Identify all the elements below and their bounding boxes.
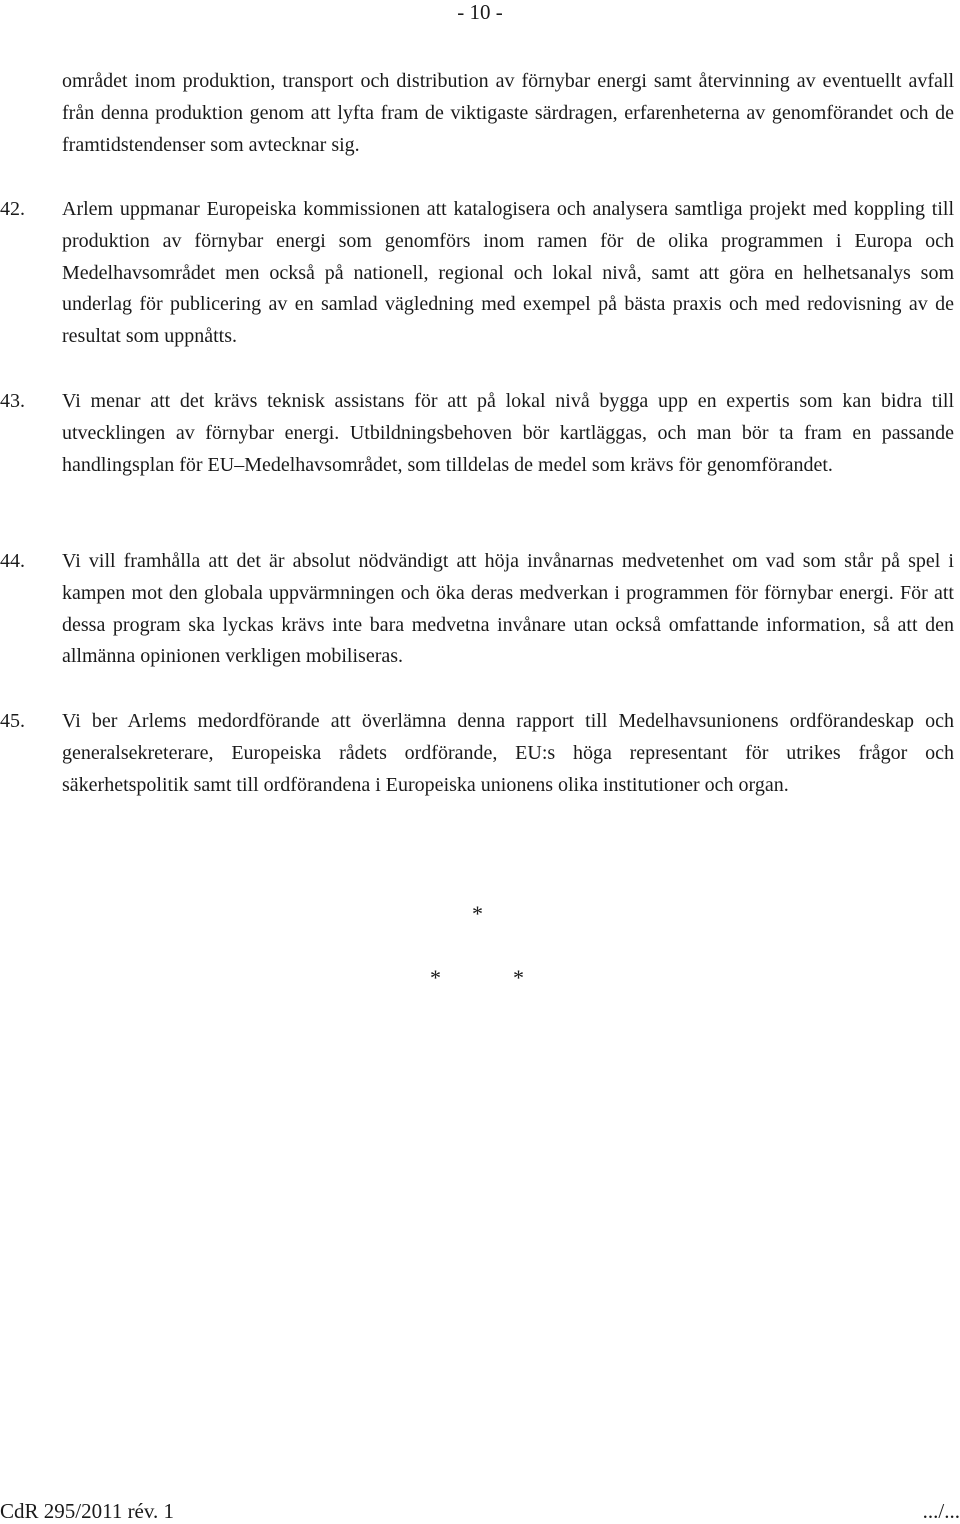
asterisk-separator-top: * bbox=[472, 901, 483, 926]
paragraph-text: Vi menar att det krävs teknisk assistans för att på lokal nivå bygga upp en expertis som kan bidra till utvecklingen av förnybar energi. Utbildningsbehoven bör kartläggas, och man bör ta fram en passande handlingsplan för EU–Medelhavsområdet, som tilldelas de medel som krävs för genomförandet. bbox=[62, 390, 954, 476]
paragraph-43 bbox=[0, 386, 954, 481]
paragraph-text: Arlem uppmanar Europeiska kommissionen att katalogisera och analysera samtliga projekt med koppling till produktion av förnybar energi som genomförs inom ramen för de olika programmen i Europa och Medelhavsområdet men också på nationell, regional och lokal nivå, samt att göra en helhetsanalys som underlag för publicering av en samlad vägledning med exempel på bästa praxis och med redovisning av de resultat som uppnåtts. bbox=[62, 198, 954, 348]
paragraph-number: 43. bbox=[0, 390, 25, 412]
paragraph-45 bbox=[0, 706, 954, 801]
paragraph-intro: området inom produktion, transport och distribution av förnybar energi samt återvinning av eventuellt avfall från denna produktion genom att lyfta fram de viktigaste särdragen, erfarenheterna av genomförandet och de framtidstendenser som avtecknar sig. bbox=[62, 70, 954, 156]
paragraph-number: 45. bbox=[0, 710, 25, 732]
paragraph-number: 44. bbox=[0, 550, 25, 572]
paragraph-number: 42. bbox=[0, 198, 25, 220]
page-number: - 10 - bbox=[457, 0, 503, 24]
paragraph-text: Vi vill framhålla att det är absolut nödvändigt att höja invånarnas medvetenhet om vad som står på spel i kampen mot den globala uppvärmningen och öka deras medverkan i programmen för förnybar energi. För att dessa program ska lyckas krävs inte bara medvetna invånare utan också omfattande information, så att den allmänna opinionen verkligen mobiliseras. bbox=[62, 550, 954, 668]
paragraph-42 bbox=[0, 194, 954, 353]
asterisk-separator-bottom-left: * bbox=[430, 965, 441, 990]
paragraph-44 bbox=[0, 546, 954, 673]
continuation-marker: .../... bbox=[922, 1499, 960, 1523]
asterisk-separator-bottom-right: * bbox=[513, 965, 524, 990]
paragraph-text: Vi ber Arlems medordförande att överlämna denna rapport till Medelhavsunionens ordförandeskap och generalsekreterare, Europeiska rådets ordförande, EU:s höga representant för utrikes frågor och säkerhetspolitik samt till ordförandena i Europeiska unionens olika institutioner och organ. bbox=[62, 710, 954, 796]
document-reference: CdR 295/2011 rév. 1 bbox=[0, 1499, 175, 1523]
